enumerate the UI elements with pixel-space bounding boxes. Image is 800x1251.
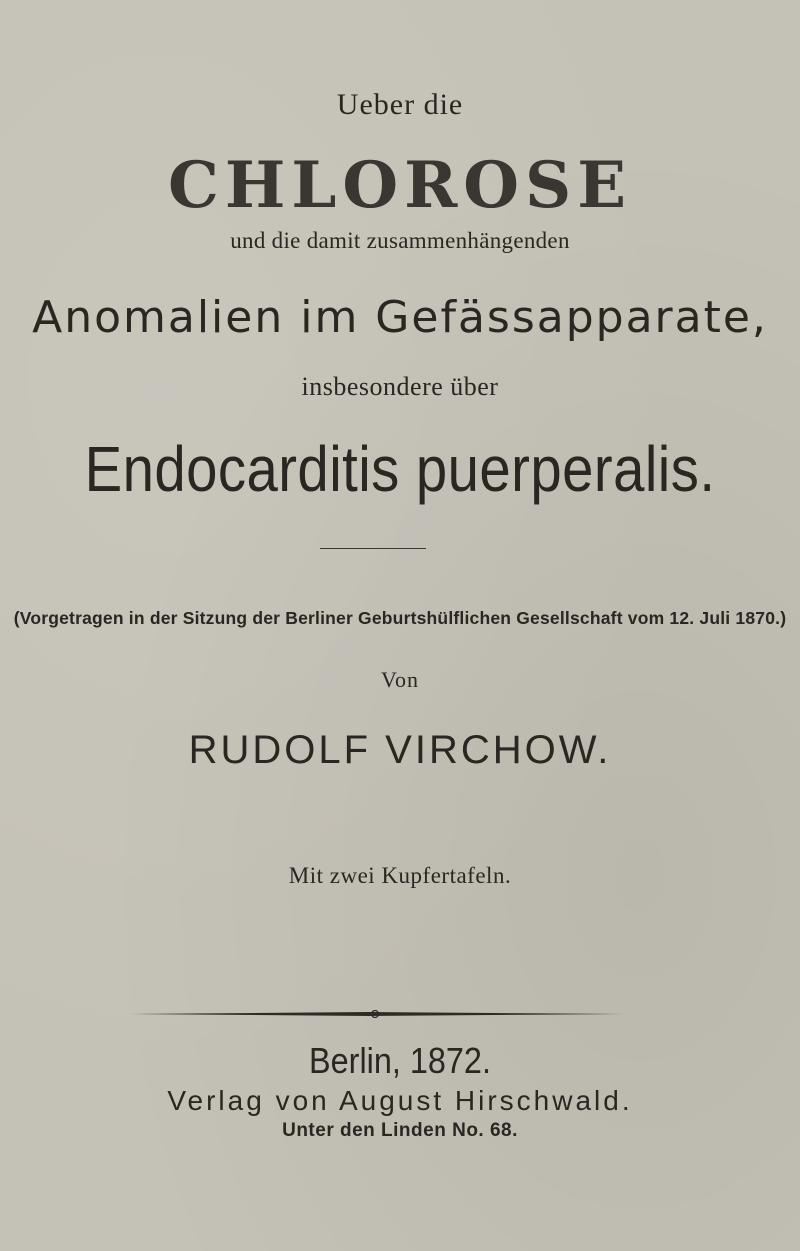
ornamental-divider: [130, 1010, 624, 1018]
plates-note: Mit zwei Kupfertafeln.: [288, 863, 512, 888]
place-year: Berlin, 1872.: [309, 1040, 491, 1081]
subject-title-2: Endocarditis puerperalis.: [84, 433, 716, 505]
by-label: Von: [380, 667, 420, 692]
connector-text: und die damit zusammenhängenden: [230, 228, 570, 253]
publisher-name: Verlag von August Hirschwald.: [167, 1085, 633, 1116]
connector-text-2: insbesondere über: [301, 372, 499, 401]
short-divider: [320, 548, 426, 549]
main-title: CHLOROSE: [167, 148, 633, 223]
lecture-note: (Vorgetragen in der Sitzung der Berliner Geburtshülflichen Gesellschaft vom 12. Juli 1870.): [13, 608, 787, 628]
publisher-address: Unter den Linden No. 68.: [282, 1120, 518, 1141]
subject-title: Anomalien im Gefässapparate,: [32, 292, 768, 343]
author-name: RUDOLF VIRCHOW.: [188, 728, 612, 772]
pre-title: Ueber die: [336, 88, 464, 121]
